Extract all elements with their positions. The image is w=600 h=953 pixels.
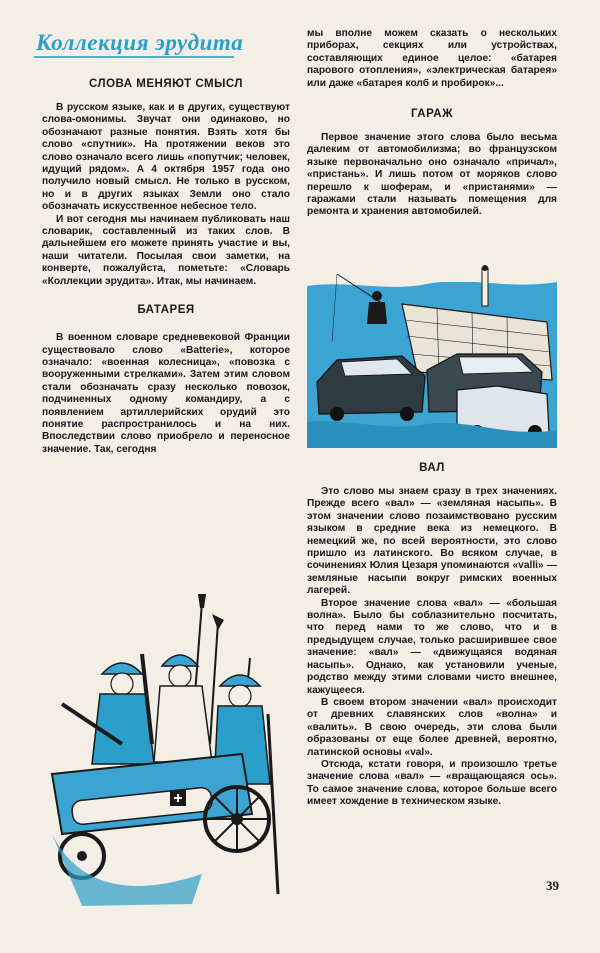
garage-illustration (307, 262, 557, 448)
val-paragraph-3: В своем втором значении «вал» происходит от древних славянских слов «волна» и «валить». В свою очередь, эти слова были образованы от еще более древней, вероятно, латинской основы «val». (307, 696, 557, 758)
intro-paragraph-1: В русском языке, как и в других, существуют слова-омонимы. Звучат они одинаково, но обозначают разные понятия. Взять хотя бы слово «спутник». На протяжении веков это слово означало всего лишь «попутчик; человек, идущий рядом». А 4 октября 1957 года оно получило новый смысл. Не только в русском, но и в других языках Земли оно стало обозначать искусственное небесное тело. (42, 102, 290, 213)
intro-paragraph-2: И вот сегодня мы начинаем публиковать наш словарик, составленный из таких слов. В дальнейшем его можете принять участие и вы, наши читатели. Посылая свои заметки, на конверте, пожалуйста, пометьте: «Словарь «Коллекции эрудита». Итак, мы начинаем. (42, 213, 290, 287)
battery-illustration (42, 594, 290, 910)
battery-paragraph-1: В военном словаре средневековой Франции существовало слово «Batterie», которое означало: «военная колесница», «повозка с вооруженными стрелками». Затем этим словом стали обозначать сразу несколько повозок, подчиненных одному командиру, а с появлением артиллерийских орудий это понятие распространилось и на них. Впоследствии слово приобрело и переносное значение. Так, сегодня (42, 332, 290, 455)
garage-illustration-svg (307, 262, 557, 448)
battery-illustration-svg (42, 594, 290, 910)
right-column (307, 28, 557, 219)
masthead: Коллекция эрудита (36, 30, 244, 55)
garage-paragraph-1: Первое значение этого слова было весьма далеким от автомобилизма; во французском языке первоначально оно означало «причал», «пристань». И лишь потом от моряков слово перешло к шоферам, и «пристанями» — гаражами стали называть помещения для ремонта и хранения автомобилей. (307, 132, 557, 218)
battery-continued: мы вполне можем сказать о нескольких приборах, секциях или устройствах, составляющих единое целое: «батарея парового отопления», «электрическая батарея» или даже «батарея колб и пробирок»... (307, 28, 557, 89)
masthead-rule (34, 56, 234, 58)
battery-heading: БАТАРЕЯ (137, 304, 195, 317)
left-column (36, 28, 290, 456)
val-paragraph-4: Отсюда, кстати говоря, и произошло третье значение слова «вал» — «вращающаяся ось». То самое значение слова, которое больше всего имеет хождение в техническом языке. (307, 758, 557, 808)
section-title: СЛОВА МЕНЯЮТ СМЫСЛ (89, 78, 243, 90)
val-paragraph-2: Второе значение слова «вал» — «большая волна». Было бы соблазнительно посчитать, что перед нами то же слово, что и в предыдущем случае, только расширившее свое значение: «вал» — «движущаяся водяная насыпь». Однако, как установили ученые, родство между этими словами чисто внешнее, кажущееся. (307, 597, 557, 696)
page-number: 39 (546, 878, 559, 893)
garage-heading: ГАРАЖ (411, 108, 453, 121)
val-column (307, 462, 557, 809)
val-heading: ВАЛ (419, 462, 445, 474)
val-paragraph-1: Это слово мы знаем сразу в трех значениях. Прежде всего «вал» — «земляная насыпь». В этом значении слово позаимствовано русским языком в средние века из немецкого. В немецкий же, по всей вероятности, это слово пришло из латинского. Во всяком случае, в сочинениях Юлия Цезаря упоминаются «valli» — земляные насыпи вокруг римских военных лагерей. (307, 486, 557, 597)
